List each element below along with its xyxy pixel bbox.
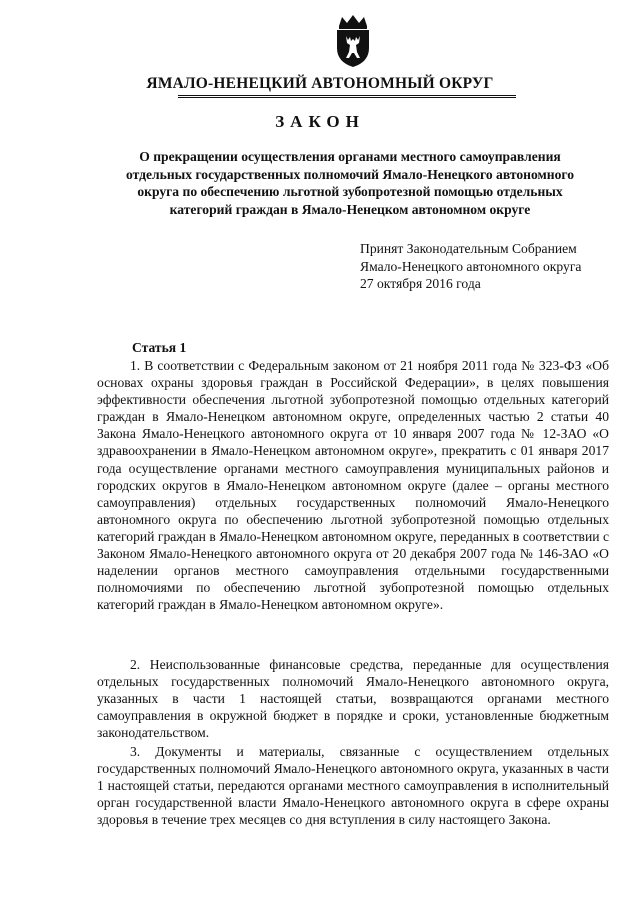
coat-of-arms-icon xyxy=(331,14,375,68)
adoption-line: Ямало-Ненецкого автономного округа xyxy=(360,258,582,274)
law-title: ЗАКОН xyxy=(275,112,365,131)
subject-line: округа по обеспечению льготной зубопротезной помощью отдельных xyxy=(137,184,563,199)
adoption-block xyxy=(360,240,581,293)
article-paragraph-3: 3. Документы и материалы, связанные с осуществлением отдельных государственных полномочий Ямало-Ненецкого автономного округа, указанных в части 1 настоящей статьи, передаются органами местного самоуправления в исполнительный орган государственной власти Ямало-Ненецкого автономного округа в сфере охраны здоровья в течение трех месяцев со дня вступления в силу настоящего Закона. xyxy=(97,744,609,828)
region-name: ЯМАЛО-НЕНЕЦКИЙ АВТОНОМНЫЙ ОКРУГ xyxy=(146,75,494,92)
region-underline xyxy=(178,95,516,96)
article-title: Статья 1 xyxy=(132,340,187,355)
law-subject xyxy=(100,148,600,218)
subject-line: О прекращении осуществления органами местного самоуправления xyxy=(139,149,561,164)
article-paragraph-2: 2. Неиспользованные финансовые средства, переданные для осуществления отдельных государственных полномочий Ямало-Ненецкого автономного округа, указанных в части 1 настоящей статьи, возвращаются органами местного самоуправления в окружной бюджет в порядке и сроки, установленные бюджетным законодательством. xyxy=(97,657,609,741)
adoption-line: Принят Законодательным Собранием xyxy=(360,241,577,256)
subject-line: отдельных государственных полномочий Ямало-Ненецкого автономного xyxy=(125,166,575,182)
subject-line: категорий граждан в Ямало-Ненецком автономном округе xyxy=(169,201,531,217)
article-paragraph-1: 1. В соответствии с Федеральным законом от 21 ноября 2011 года № 323-ФЗ «Об основах охраны здоровья граждан в Российской Федерации», в целях повышения эффективности обеспечения льготной зубопротезной помощью отдельных категорий граждан в Ямало-Ненецком автономном округе, определенных частью 2 статьи 40 Закона Ямало-Ненецкого автономного округа от 10 января 2007 года № 12-ЗАО «О здравоохранении в Ямало-Ненецком автономном округе», прекратить с 01 января 2017 года осуществление органами местного самоуправления муниципальных районов и городских округов в Ямало-Ненецком автономном округе (далее – органы местного самоуправления) отдельных государственных полномочий Ямало-Ненецкого автономного округа по обеспечению льготной зубопротезной помощью отдельных категорий граждан в Ямало-Ненецком автономном округе, переданных в соответствии с Законом Ямало-Ненецкого автономного округа от 20 декабря 2007 года № 146-ЗАО «О наделении органов местного самоуправления отдельными государственными полномочиями по обеспечению льготной зубопротезной помощью отдельных категорий граждан в Ямало-Ненецком автономном округе». xyxy=(97,358,609,613)
adoption-date: 27 октября 2016 года xyxy=(360,276,481,291)
region-underline-second xyxy=(178,97,516,98)
